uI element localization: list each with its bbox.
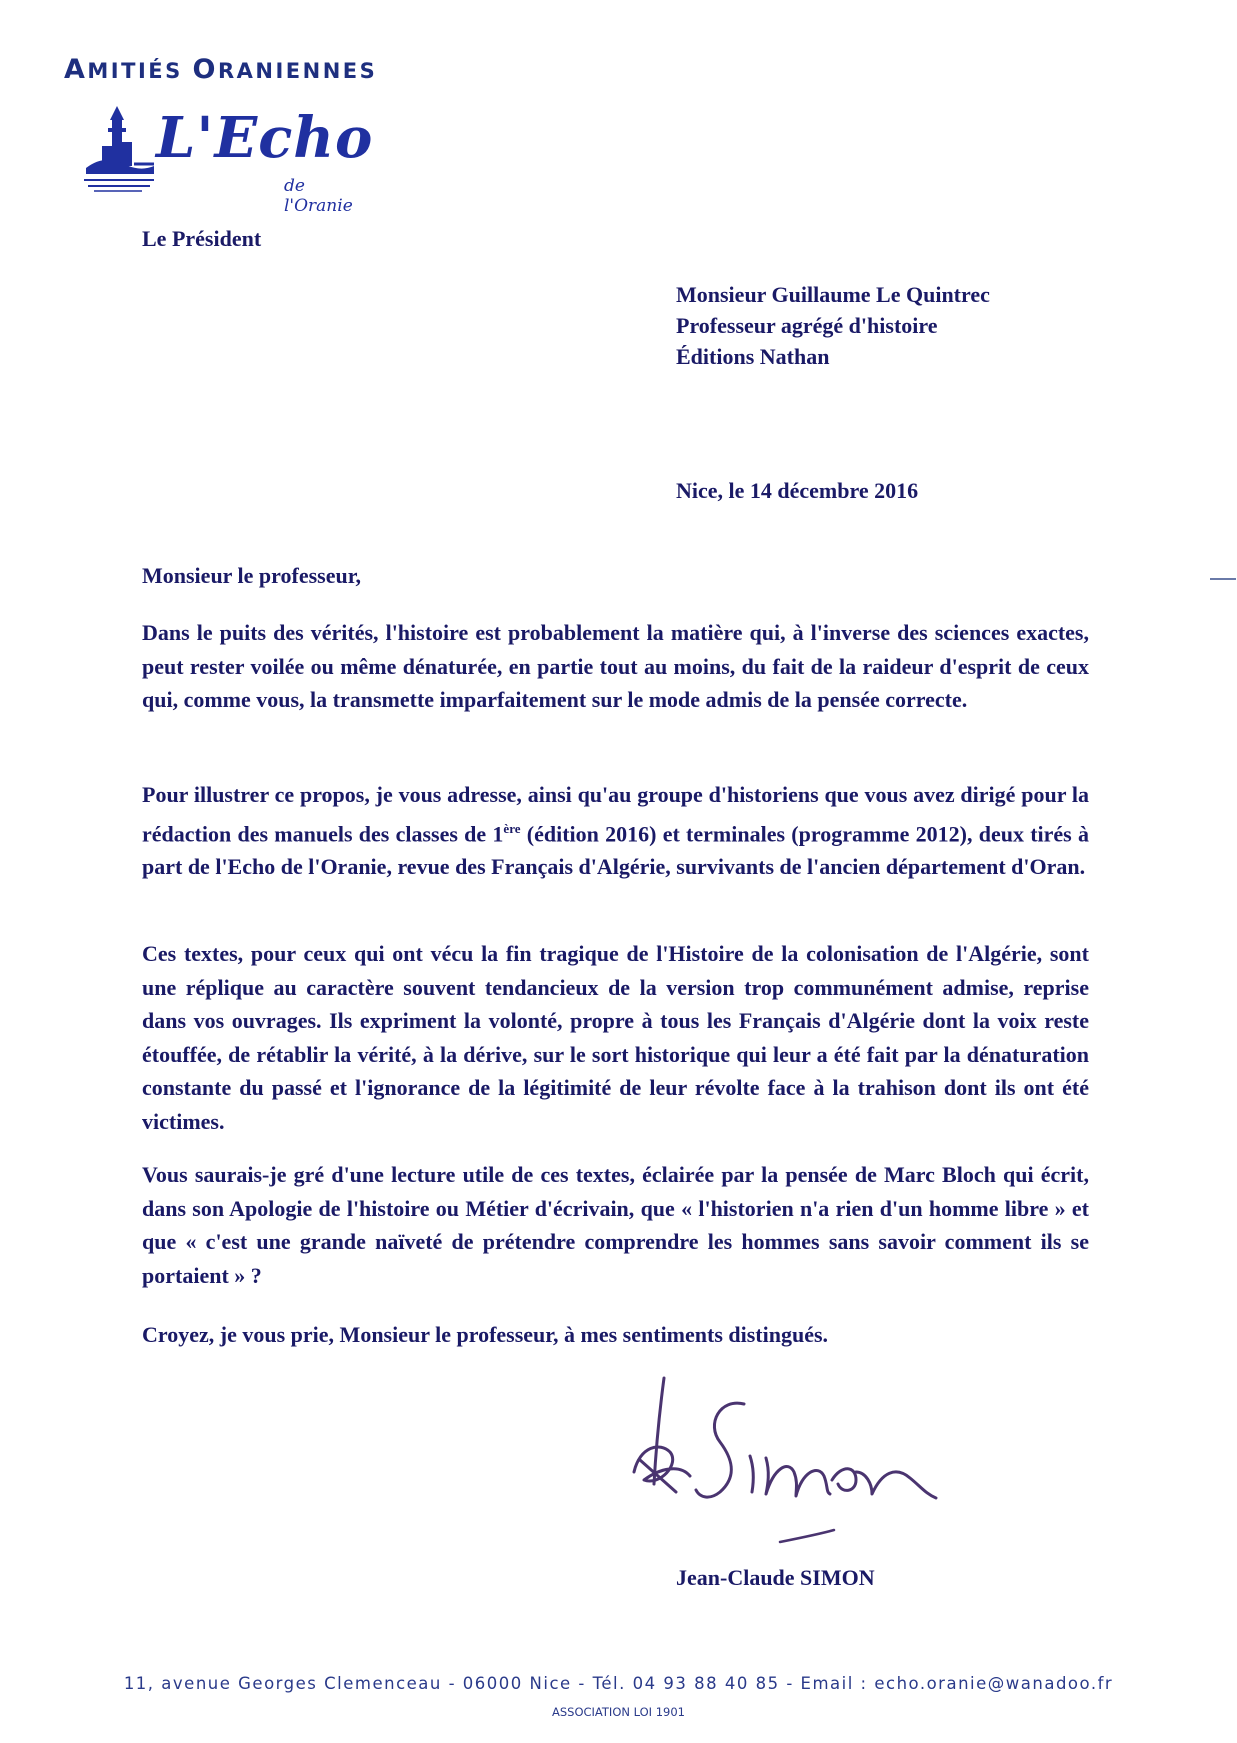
recipient-name: Monsieur Guillaume Le Quintrec: [676, 282, 990, 307]
fold-mark: [1210, 578, 1236, 580]
logo-subtitle: de l'Oranie: [284, 176, 353, 216]
paragraph-5-closing: Croyez, je vous prie, Monsieur le professeur, à mes sentiments distingués.: [142, 1322, 829, 1347]
organization-name: [64, 54, 377, 85]
ordinal-superscript: ère: [503, 820, 521, 836]
footer-association: ASSOCIATION LOI 1901: [551, 1705, 685, 1719]
org-word-1-rest: MITIÉS: [87, 59, 193, 83]
signatory-name: Jean-Claude SIMON: [676, 1565, 875, 1590]
date-line: Nice, le 14 décembre 2016: [676, 478, 919, 503]
recipient-address: [676, 279, 990, 372]
paragraph-2-part-a: Pour illustrer ce propos, je vous adresse, ainsi qu'au groupe d'historiens que vous avez dirigé pour la rédaction des manuels des classes de 1: [142, 782, 1089, 846]
footer-address: 11, avenue Georges Clemenceau - 06000 Nice - Tél. 04 93 88 40 85 - Email : echo.oranie@wanadoo.fr: [123, 1674, 1114, 1693]
paragraph-2: [142, 778, 1089, 884]
echo-oranie-logo: [84, 102, 374, 216]
handwritten-signature: [620, 1368, 960, 1548]
logo-title: L'Echo: [156, 105, 374, 171]
org-word-2-rest: RANIENNES: [218, 59, 378, 83]
lighthouse-icon: [84, 102, 156, 192]
paragraph-4: Vous saurais-je gré d'une lecture utile de ces textes, éclairée par la pensée de Marc Bloch qui écrit, dans son Apologie de l'histoire ou Métier d'écrivain, que « l'historien n'a rien d'un homme libre » et que « c'est une grande naïveté de prétendre comprendre les hommes sans savoir comment ils se portaient » ?: [142, 1162, 1089, 1288]
paragraph-3: Ces textes, pour ceux qui ont vécu la fin tragique de l'Histoire de la colonisation de l'Algérie, sont une réplique au caractère souvent tendancieux de la version trop communément admise, reprise dans vos ouvrages. Ils expriment la volonté, propre à tous les Français d'Algérie dont la voix reste étouffée, de rétablir la vérité, à la dérive, sur le sort historique qui leur a été fait par la dénaturation constante du passé et l'ignorance de la légitimité de leur révolte face à la trahison dont ils ont été victimes.: [142, 941, 1089, 1134]
paragraph-2-part-b: (édition 2016) et terminales (programme 2012), deux tirés à part de l'Echo de l'Oranie, revue des Français d'Algérie, survivants de l'ancien département d'Oran.: [142, 820, 1089, 880]
org-initial-a: A: [64, 54, 88, 85]
sender-role: Le Président: [142, 226, 262, 251]
recipient-company: Éditions Nathan: [676, 344, 830, 369]
salutation: Monsieur le professeur,: [142, 563, 361, 588]
org-initial-o: O: [192, 54, 218, 85]
recipient-title: Professeur agrégé d'histoire: [676, 313, 938, 338]
paragraph-1: Dans le puits des vérités, l'histoire est probablement la matière qui, à l'inverse des sciences exactes, peut rester voilée ou même dénaturée, en partie tout au moins, du fait de la raideur d'esprit de ceux qui, comme vous, la transmette imparfaitement sur le mode admis de la pensée correcte.: [142, 620, 1089, 712]
